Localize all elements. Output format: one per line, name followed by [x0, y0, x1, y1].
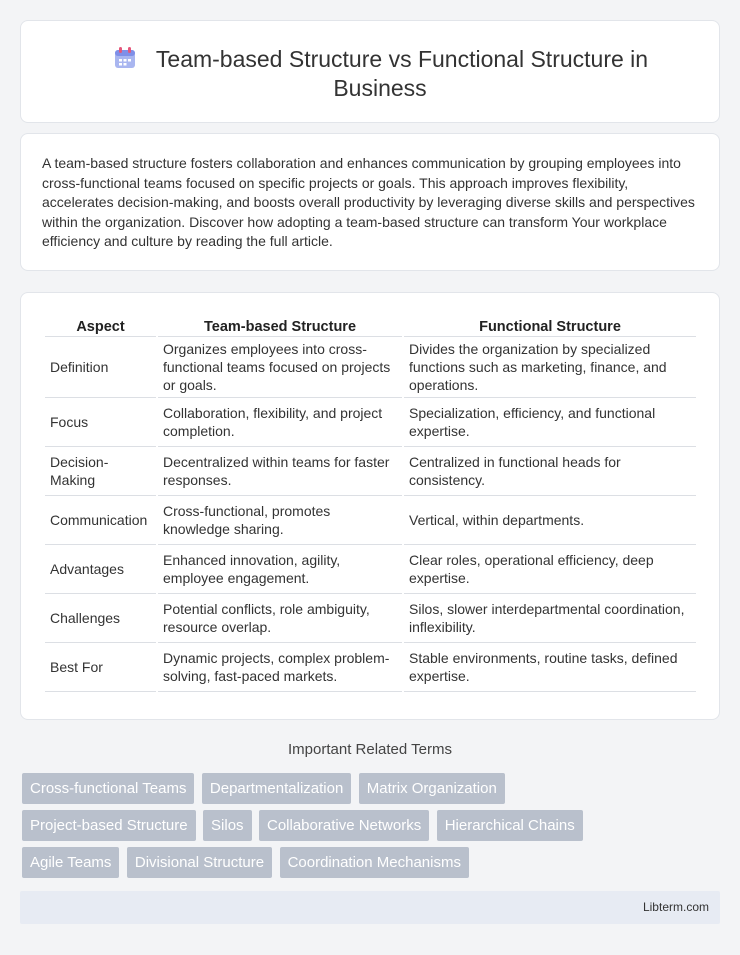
intro-card — [20, 133, 720, 271]
aspect-cell: Communication — [45, 496, 156, 545]
table-row — [45, 643, 696, 692]
header-team-based: Team-based Structure — [158, 315, 402, 337]
footer — [20, 891, 720, 924]
related-term-tag[interactable]: Matrix Organization — [359, 773, 505, 804]
related-terms-list — [22, 773, 622, 884]
tag-row — [22, 810, 622, 847]
tag-row — [22, 847, 622, 884]
related-term-tag[interactable]: Divisional Structure — [127, 847, 272, 878]
table-row — [45, 447, 696, 496]
comparison-table — [43, 315, 698, 692]
table-row — [45, 545, 696, 594]
table-row — [45, 496, 696, 545]
related-term-tag[interactable]: Silos — [203, 810, 252, 841]
aspect-cell: Definition — [45, 337, 156, 398]
related-term-tag[interactable]: Departmentalization — [202, 773, 351, 804]
table-row — [45, 337, 696, 398]
functional-cell: Vertical, within departments. — [404, 496, 696, 545]
calendar-icon — [112, 45, 138, 71]
functional-cell: Divides the organization by specialized functions such as marketing, finance, and operations. — [404, 337, 696, 398]
comparison-card — [20, 292, 720, 720]
team-based-cell: Dynamic projects, complex problem-solving, fast-paced markets. — [158, 643, 402, 692]
page-title-text: Team-based Structure vs Functional Structure in Business — [155, 46, 649, 101]
related-term-tag[interactable]: Agile Teams — [22, 847, 119, 878]
intro-text: A team-based structure fosters collaboration and enhances communication by grouping employees into cross-functional teams focused on specific projects or goals. This approach improves flexibility, accelerates decision-making, and boosts overall productivity by leveraging diverse skills and perspectives within the organization. Discover how adopting a team-based structure can transform Your workplace efficiency and culture by reading the full article. — [42, 155, 695, 249]
functional-cell: Centralized in functional heads for consistency. — [404, 447, 696, 496]
title-card — [20, 20, 720, 123]
team-based-cell: Potential conflicts, role ambiguity, resource overlap. — [158, 594, 402, 643]
table-header-row — [45, 315, 696, 337]
tag-row — [22, 773, 622, 810]
functional-cell: Clear roles, operational efficiency, deep expertise. — [404, 545, 696, 594]
team-based-cell: Organizes employees into cross-functional teams focused on projects or goals. — [158, 337, 402, 398]
table-row — [45, 398, 696, 447]
related-terms-heading: Important Related Terms — [288, 741, 452, 758]
related-term-tag[interactable]: Cross-functional Teams — [22, 773, 194, 804]
team-based-cell: Enhanced innovation, agility, employee engagement. — [158, 545, 402, 594]
header-functional: Functional Structure — [404, 315, 696, 337]
aspect-cell: Advantages — [45, 545, 156, 594]
functional-cell: Stable environments, routine tasks, defined expertise. — [404, 643, 696, 692]
related-term-tag[interactable]: Project-based Structure — [22, 810, 196, 841]
functional-cell: Silos, slower interdepartmental coordination, inflexibility. — [404, 594, 696, 643]
aspect-cell: Best For — [45, 643, 156, 692]
related-term-tag[interactable]: Hierarchical Chains — [437, 810, 583, 841]
page-title — [81, 45, 679, 103]
related-term-tag[interactable]: Collaborative Networks — [259, 810, 429, 841]
aspect-cell: Challenges — [45, 594, 156, 643]
team-based-cell: Cross-functional, promotes knowledge sharing. — [158, 496, 402, 545]
header-aspect: Aspect — [45, 315, 156, 337]
related-term-tag[interactable]: Coordination Mechanisms — [280, 847, 469, 878]
aspect-cell: Decision-Making — [45, 447, 156, 496]
aspect-cell: Focus — [45, 398, 156, 447]
functional-cell: Specialization, efficiency, and functional expertise. — [404, 398, 696, 447]
team-based-cell: Decentralized within teams for faster responses. — [158, 447, 402, 496]
table-row — [45, 594, 696, 643]
footer-site-link[interactable]: Libterm.com — [642, 900, 709, 914]
team-based-cell: Collaboration, flexibility, and project completion. — [158, 398, 402, 447]
